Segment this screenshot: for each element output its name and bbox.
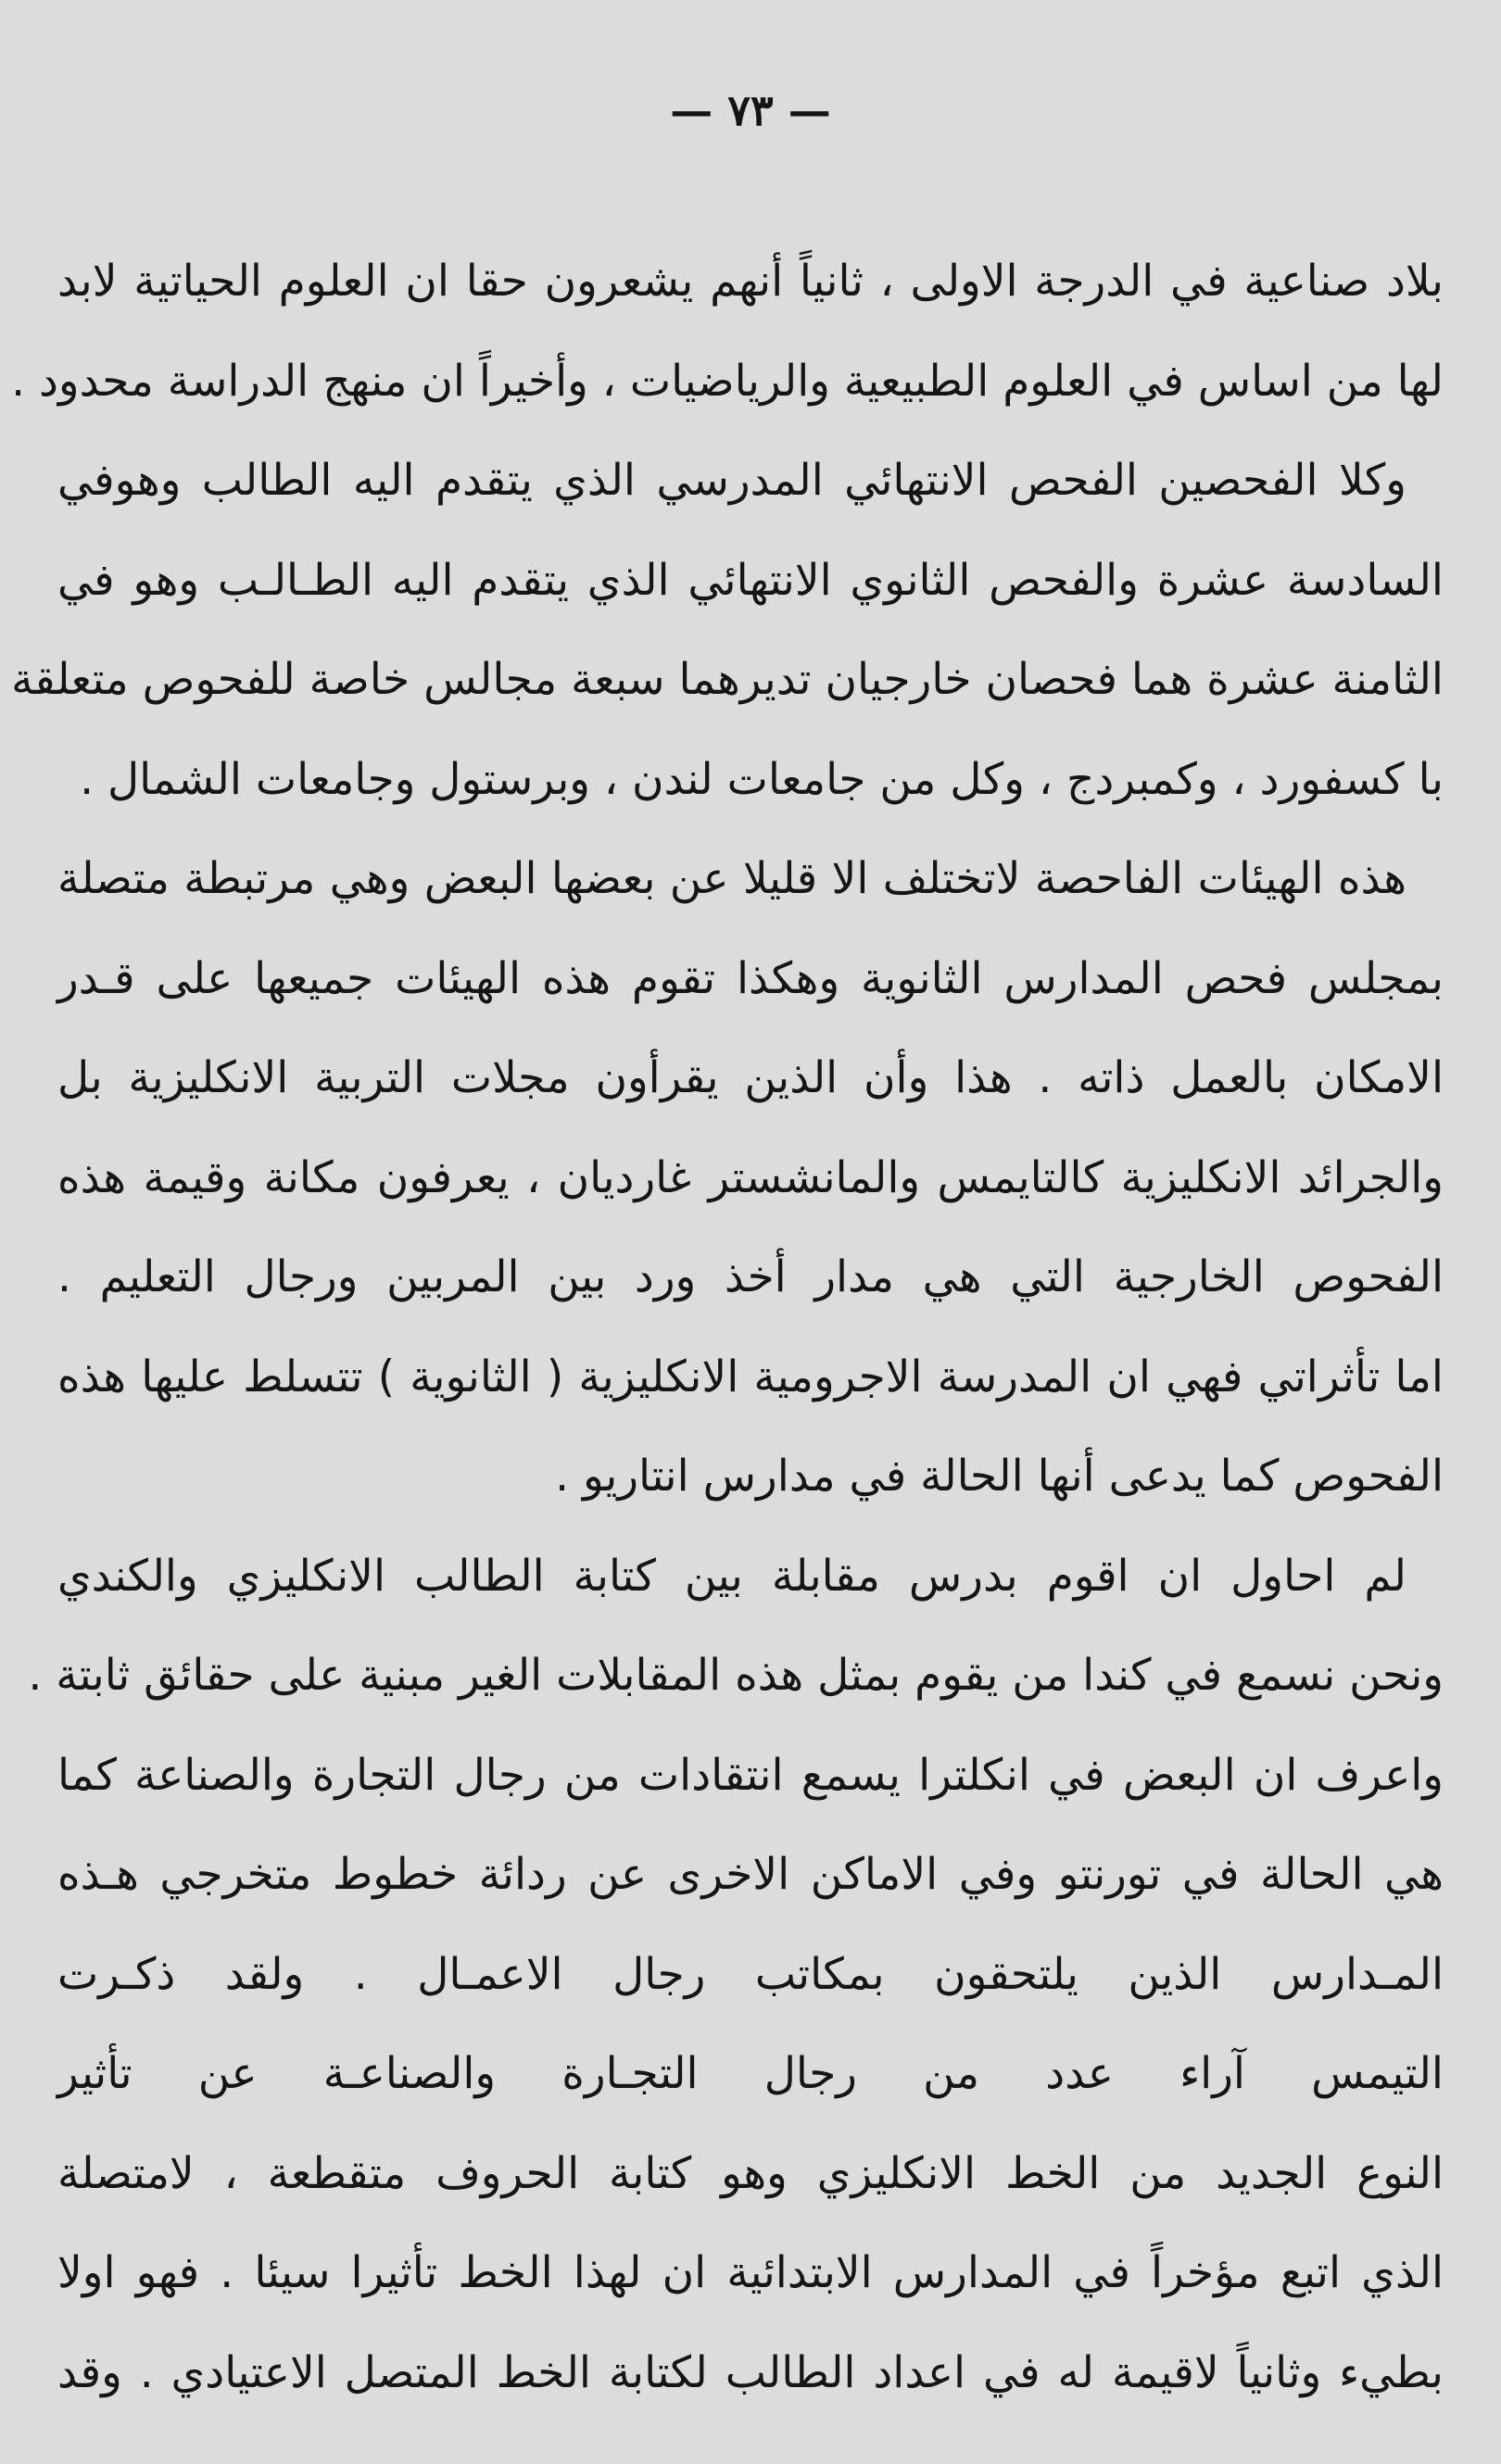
text-line: التيمس آراء عدد من رجال التجـارة والصناعـة عن تأثير — [57, 2048, 1444, 2099]
text-line: والجرائد الانكليزية كالتايمس والمانشستر غارديان ، يعرفون مكانة وقيمة هذه — [57, 1151, 1444, 1203]
text-line: بلاد صناعية في الدرجة الاولى ، ثانياً أنهم يشعرون حقا ان العلوم الحياتية لابد — [57, 256, 1444, 307]
text-line: وكلا الفحصين الفحص الانتهائي المدرسي الذي يتقدم اليه الطالب وهوفي — [57, 455, 1406, 506]
text-line: الفحوص كما يدعى أنها الحالة في مدارس انتاريو . — [555, 1451, 1444, 1502]
text-line: هي الحالة في تورنتو وفي الاماكن الاخرى عن ردائة خطوط متخرجي هـذه — [57, 1849, 1444, 1900]
text-line: الذي اتبع مؤخراً في المدارس الابتدائية ان لهذا الخط تأثيرا سيئا . فهو اولا — [57, 2247, 1444, 2298]
text-line: لها من اساس في العلوم الطبيعية والرياضيات ، وأخيراً ان منهج الدراسة محدود . — [11, 355, 1444, 407]
text-line: النوع الجديد من الخط الانكليزي وهو كتابة الحروف متقطعة ، لامتصلة — [57, 2147, 1444, 2199]
body-text — [11, 232, 1444, 2422]
text-line: ونحن نسمع في كندا من يقوم بمثل هذه المقابلات الغير مبنية على حقائق ثابتة . — [28, 1650, 1444, 1701]
text-line: الفحوص الخارجية التي هي مدار أخذ ورد بين المربين ورجال التعليم . — [57, 1251, 1444, 1302]
text-line: اما تأثراتي فهي ان المدرسة الاجرومية الانكليزية ( الثانوية ) تتسلط عليها هذه — [57, 1351, 1444, 1402]
text-line: لم احاول ان اقوم بدرس مقابلة بين كتابة الطالب الانكليزي والكندي — [57, 1550, 1406, 1602]
text-line: هذه الهيئات الفاحصة لاتختلف الا قليلا عن بعضها البعض وهي مرتبطة متصلة — [57, 853, 1406, 904]
text-line: بمجلس فحص المدارس الثانوية وهكذا تقوم هذه الهيئات جميعها على قـدر — [57, 952, 1444, 1004]
text-line: الامكان بالعمل ذاته . هذا وأن الذين يقرأون مجلات التربية الانكليزية بل — [57, 1052, 1444, 1103]
text-line: السادسة عشرة والفحص الثانوي الانتهائي الذي يتقدم اليه الطـالـب وهو في — [57, 554, 1444, 606]
page-number: — ٧٣ — — [670, 85, 831, 135]
text-line: الثامنة عشرة هما فحصان خارجيان تديرهما سبعة مجالس خاصة للفحوص متعلقة — [11, 654, 1444, 705]
text-line: با كسفورد ، وكمبردج ، وكل من جامعات لندن ، وبرستول وجامعات الشمال . — [80, 753, 1444, 805]
text-line: واعرف ان البعض في انكلترا يسمع انتقادات من رجال التجارة والصناعة كما — [57, 1749, 1444, 1801]
text-line: المـدارس الذين يلتحقون بمكاتب رجال الاعمـال . ولقد ذكـرت — [57, 1948, 1444, 2000]
text-line: بطيء وثانياً لاقيمة له في اعداد الطالب لكتابة الخط المتصل الاعتيادي . وقد — [57, 2346, 1444, 2398]
